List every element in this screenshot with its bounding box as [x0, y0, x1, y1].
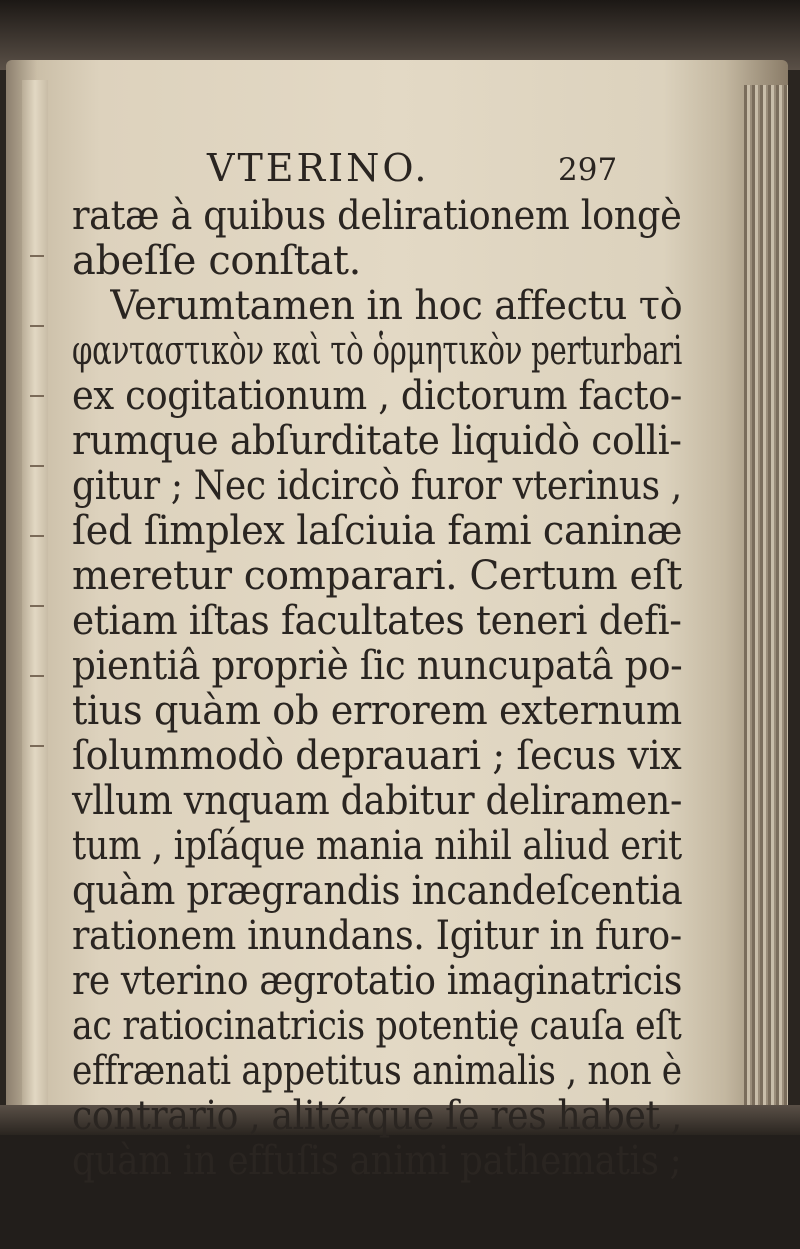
page-fore-edge [744, 85, 788, 1105]
running-head: VTERINO. [207, 146, 430, 190]
page-text [72, 146, 683, 1184]
page-header [72, 146, 672, 194]
text-line: ex cogitationum , dictorum facto- [72, 373, 682, 419]
text-line: abeſſe conſtat. [72, 238, 361, 284]
text-line: rationem inundans. Igitur in furo- [72, 913, 682, 959]
text-line: re vterino ægrotatio imaginatricis [72, 958, 682, 1004]
text-line: gitur ; Nec idcircò furor vterinus , [72, 463, 682, 509]
margin-marks [30, 255, 54, 815]
text-line: rumque abſurditate liquidò colli- [72, 418, 682, 464]
text-line: effrænati appetitus animalis , non è [72, 1048, 682, 1094]
text-line: pientiâ propriè ſic nuncupatâ po- [72, 643, 683, 689]
text-line: tum , ipſáque mania nihil aliud erit [72, 823, 682, 869]
text-line: vllum vnquam dabitur deliramen- [72, 778, 682, 824]
text-line: quàm prægrandis incandeſcentia [72, 868, 683, 914]
text-line: ratæ à quibus delirationem longè [72, 193, 682, 239]
text-line: quàm in effuſis animi pathematis ; [72, 1138, 682, 1184]
page-number: 297 [558, 152, 618, 188]
text-line: tius quàm ob errorem externum [72, 688, 682, 734]
text-line: φανταστικὸν καὶ τὸ ὁρμητικὸν perturbari [72, 328, 683, 374]
text-line: meretur comparari. Certum eſt [72, 553, 682, 599]
text-line: contrario , alitérque ſe res habet , [72, 1093, 682, 1139]
text-line: Verumtamen in hoc affectu τὸ [110, 283, 683, 329]
text-line: ſolummodò deprauari ; ſecus vix [72, 733, 682, 779]
text-line: etiam iſtas facultates teneri defi- [72, 598, 682, 644]
text-line: ſed ſimplex laſciuia fami caninæ [72, 508, 683, 554]
text-line: ac ratiocinatricis potentię cauſa eſt [72, 1003, 682, 1049]
